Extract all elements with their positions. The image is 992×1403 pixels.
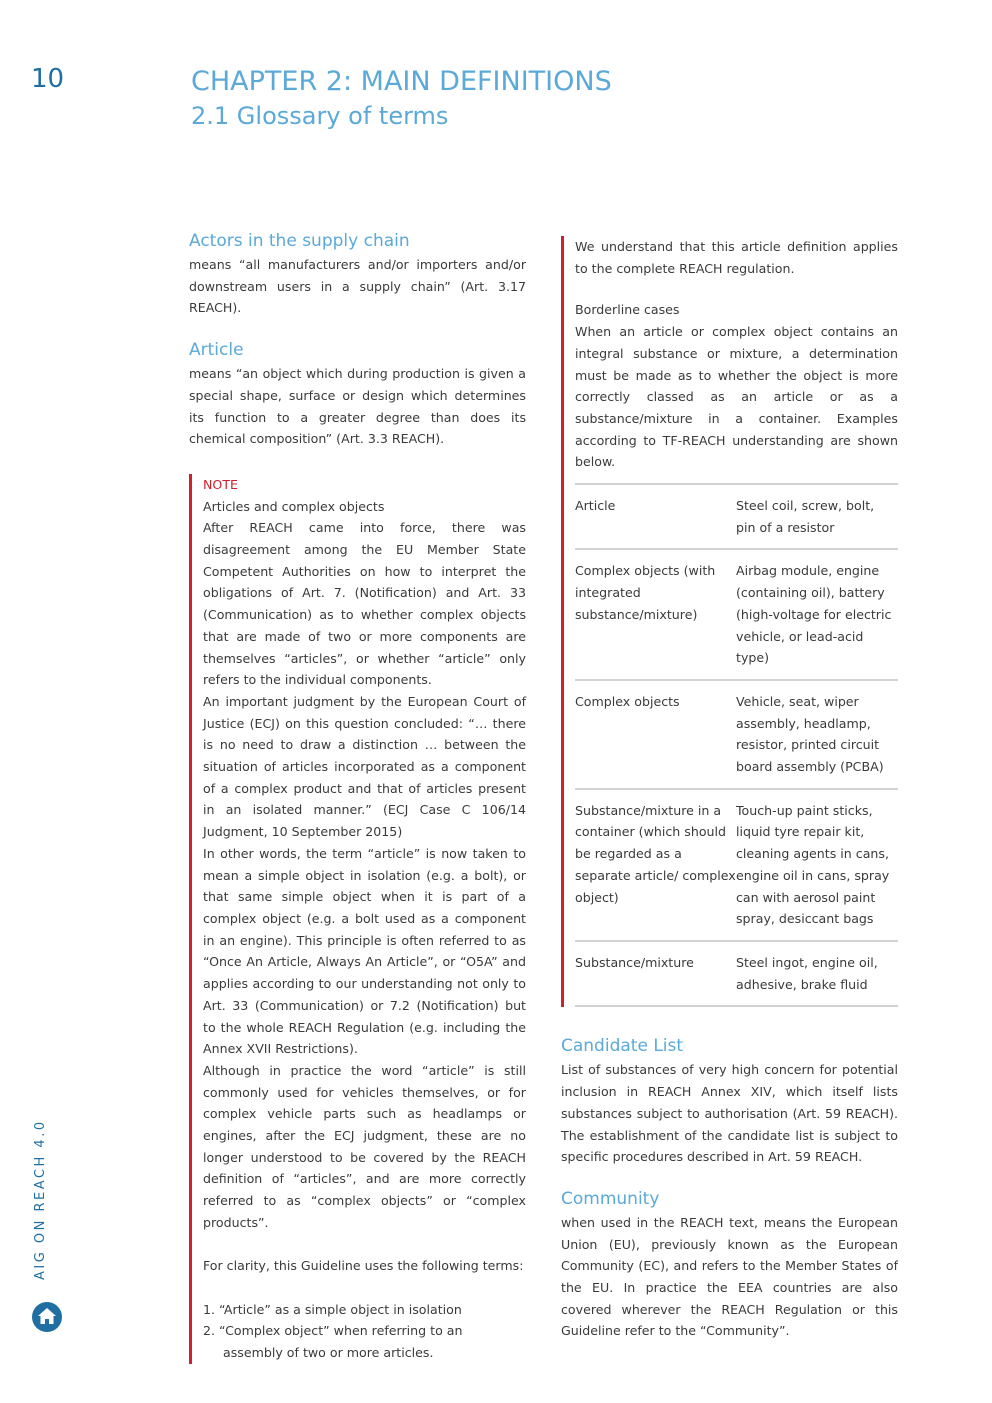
table-row: [575, 681, 898, 790]
candidate-list-definition: List of substances of very high concern for potential inclusion in REACH Annex XIV, which itself lists substances subject to authorisation (Art. 59 REACH). The establishment of the candidate list is subject to specific procedures described in Art. 59 REACH.: [561, 1062, 898, 1165]
table-examples: Steel ingot, engine oil, adhesive, brake fluid: [736, 954, 878, 992]
section-title: 2.1 Glossary of terms: [191, 102, 449, 130]
left-column: [189, 230, 526, 1364]
article-definition: means “an object which during production is given a special shape, surface or design which determines its function to a greater degree than does its chemical composition” (Art. 3.3 REACH).: [189, 366, 526, 447]
note-box: [189, 474, 526, 1364]
table-row: [575, 550, 898, 681]
home-icon[interactable]: [32, 1302, 62, 1332]
borderline-text: When an article or complex object contains an integral substance or mixture, a determination must be made as to whether the object is more correctly classed as an article or as a substance/mixture in a container. Examples according to TF-REACH understanding are shown below.: [575, 324, 898, 470]
community-heading: Community: [561, 1188, 660, 1209]
table-examples: Vehicle, seat, wiper assembly, headlamp, resistor, printed circuit board assembly (PCBA): [736, 693, 884, 775]
note-subheading: Articles and complex objects: [203, 498, 385, 514]
table-row: [575, 790, 898, 942]
page-number: 10: [31, 64, 65, 94]
note-paragraph-3: In other words, the term “article” is now taken to mean a simple object in isolation (e.g. a bolt), or that same simple object when it is part of a complex object (e.g. a bolt used as a component in an engine). This principle is often referred to as “Once An Article, Always An Article”, or “O5A” and applies according to our understanding not only to Art. 33 (Communication) or 7.2 (Notification) but to the whole REACH Regulation (e.g. including the Annex XVII Restrictions).: [203, 845, 526, 1057]
note-paragraph-4: Although in practice the word “article” is still commonly used for vehicles themselves, or for complex vehicle parts such as headlamps or engines, after the ECJ judgment, these are no longer understood to be covered by the REACH definition of “articles”, and are more correctly referred to as “complex objects” or “complex products”.: [203, 1062, 526, 1230]
table-row: [575, 942, 898, 1007]
terms-list: [203, 1299, 526, 1364]
community-definition: when used in the REACH text, means the European Union (EU), previously known as the European Community (EC), and refers to the Member States of the EU. In practice the EEA countries are also covered wherever the REACH Regulation or this Guideline refer to the “Community”.: [561, 1214, 898, 1339]
side-document-label: AIG ON REACH 4.0: [33, 1119, 48, 1280]
candidate-list-heading: Candidate List: [561, 1036, 684, 1057]
actors-definition: means “all manufacturers and/or importers and/or downstream users in a supply chain” (Art. 3.17 REACH).: [189, 257, 526, 316]
list-item: 1. “Article” as a simple object in isolation: [203, 1301, 462, 1317]
actors-heading: Actors in the supply chain: [189, 231, 410, 251]
table-row: [575, 485, 898, 550]
table-term: Substance/mixture in a container (which should be regarded as a separate article/ complex object): [575, 802, 736, 905]
borderline-table: [575, 483, 898, 1007]
note-paragraph-1: After REACH came into force, there was disagreement among the EU Member State Competent Authorities on how to interpret the obligations of Art. 7. (Notification) and Art. 33 (Communication) as to whether complex objects that are made of two or more components are themselves “articles”, or whether “article” only refers to the individual components.: [203, 520, 526, 688]
article-heading: Article: [189, 340, 244, 361]
borderline-heading: Borderline cases: [575, 302, 680, 318]
article-scope-text: We understand that this article definition applies to the complete REACH regulation.: [575, 239, 898, 276]
table-term: Article: [575, 498, 616, 514]
table-term: Complex objects (with integrated substance/mixture): [575, 563, 716, 622]
note-paragraph-5: For clarity, this Guideline uses the following terms:: [203, 1258, 524, 1274]
note-label: NOTE: [203, 476, 238, 492]
table-examples: Steel coil, screw, bolt, pin of a resistor: [736, 498, 875, 535]
table-term: Substance/mixture: [575, 954, 694, 970]
chapter-title: CHAPTER 2: MAIN DEFINITIONS: [191, 66, 612, 97]
table-examples: Airbag module, engine (containing oil), battery (high-voltage for electric vehicle, or lead-acid type): [736, 563, 892, 666]
list-item: 2. “Complex object” when referring to an assembly of two or more articles.: [203, 1323, 463, 1361]
note-paragraph-2: An important judgment by the European Court of Justice (ECJ) on this question concluded: “… there is no need to draw a distinction … between the situation of articles incorporated as a component of a complex product and that of articles present in an isolated manner.” (ECJ Case C 106/14 Judgment, 10 September 2015): [203, 693, 526, 840]
article-continued-box: [561, 236, 898, 1007]
table-term: Complex objects: [575, 693, 680, 709]
table-examples: Touch-up paint sticks, liquid tyre repair kit, cleaning agents in cans, engine oil in cans, spray can with aerosol paint spray, desiccant bags: [736, 802, 890, 927]
right-column: [561, 236, 898, 1342]
